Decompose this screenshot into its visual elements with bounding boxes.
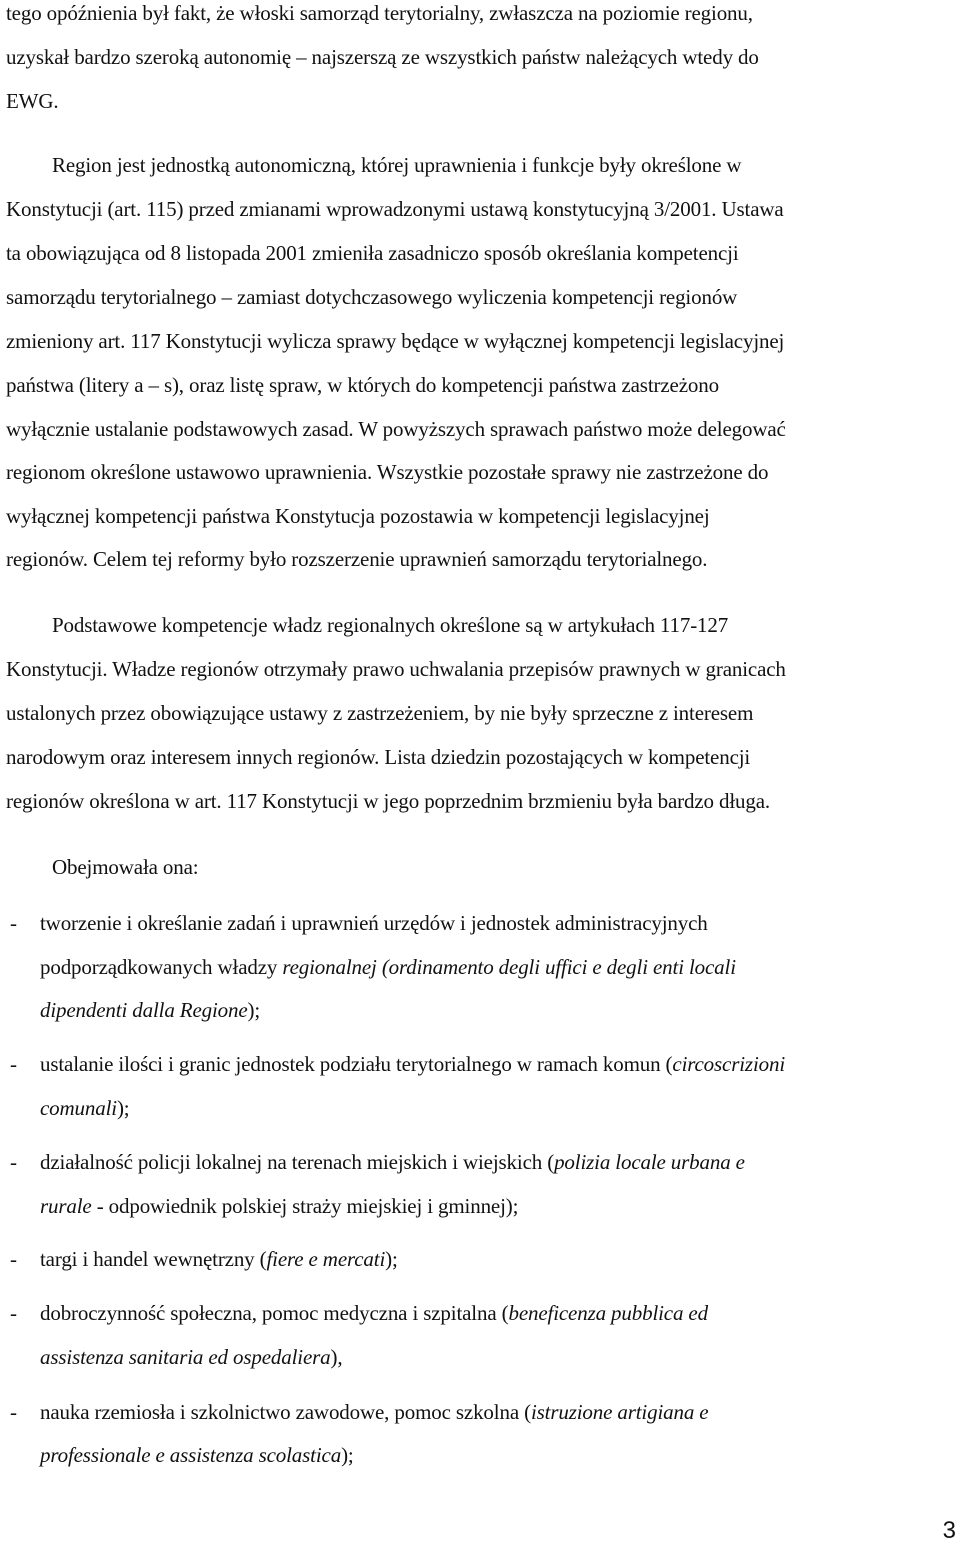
list-dash: - — [10, 1400, 17, 1424]
text-line: tworzenie i określanie zadań i uprawnień urzędów i jednostek administracyjnych — [40, 911, 708, 935]
text-line: ustalonych przez obowiązujące ustawy z zastrzeżeniem, by nie były sprzeczne z interesem — [6, 701, 754, 725]
italic-run: fiere e mercati — [266, 1247, 386, 1271]
text-run: działalność policji lokalnej na terenach miejskich i wiejskich ( — [40, 1150, 555, 1174]
text-run: ); — [385, 1247, 398, 1271]
text-run: podporządkowanych władzy — [40, 955, 283, 979]
text-run: ); — [341, 1443, 354, 1467]
text-line — [40, 1051, 960, 1077]
text-line — [40, 1193, 960, 1219]
text-line: regionów. Celem tej reformy było rozszerzenie uprawnień samorządu terytorialnego. — [6, 547, 708, 571]
text-line — [40, 997, 960, 1023]
text-run: ustalanie ilości i granic jednostek podziału terytorialnego w ramach komun ( — [40, 1052, 673, 1076]
italic-run: rurale — [40, 1194, 92, 1218]
text-run: ); — [116, 1096, 130, 1120]
page-number: 3 — [942, 1517, 956, 1544]
list-dash: - — [10, 1150, 17, 1174]
text-line: regionom określone ustawowo uprawnienia. Wszystkie pozostałe sprawy nie zastrzeżone do — [6, 460, 769, 484]
text-run: - odpowiednik polskiej straży miejskiej i gminnej); — [91, 1194, 519, 1218]
text-line: uzyskał bardzo szeroką autonomię – najszerszą ze wszystkich państw należących wtedy do — [6, 45, 759, 69]
italic-run: regionalnej (ordinamento degli uffici e degli enti locali — [282, 955, 736, 979]
text-run: dobroczynność społeczna, pomoc medyczna i szpitalna ( — [40, 1301, 509, 1325]
text-line: Podstawowe kompetencje władz regionalnych określone są w artykułach 117-127 — [52, 613, 729, 637]
text-run: nauka rzemiosła i szkolnictwo zawodowe, pomoc szkolna ( — [40, 1400, 531, 1424]
text-line: zmieniony art. 117 Konstytucji wylicza sprawy będące w wyłącznej kompetencji legislacyjnej — [6, 329, 785, 353]
italic-run: beneficenza pubblica ed — [508, 1301, 708, 1325]
list-dash: - — [10, 911, 17, 935]
text-line — [40, 1246, 960, 1272]
text-line: samorządu terytorialnego – zamiast dotychczasowego wyliczenia kompetencji regionów — [6, 285, 738, 309]
text-line: Obejmowała ona: — [52, 855, 199, 879]
text-line: ta obowiązująca od 8 listopada 2001 zmieniła zasadniczo sposób określania kompetencji — [6, 241, 739, 265]
text-line — [40, 1300, 960, 1326]
italic-run: comunali — [40, 1096, 117, 1120]
text-line: państwa (litery a – s), oraz listę spraw, w których do kompetencji państwa zastrzeżono — [6, 373, 719, 397]
text-line — [40, 1442, 960, 1468]
text-run: ); — [247, 998, 261, 1022]
italic-run: polizia locale urbana e — [554, 1150, 745, 1174]
italic-run: istruzione artigiana e — [530, 1400, 709, 1424]
list-dash: - — [10, 1052, 17, 1076]
list-dash: - — [10, 1301, 17, 1325]
text-line — [40, 954, 960, 980]
text-line: EWG. — [6, 89, 59, 113]
text-line: narodowym oraz interesem innych regionów. Lista dziedzin pozostających w kompetencji — [6, 745, 751, 769]
text-line — [40, 1095, 960, 1121]
italic-run: professionale e assistenza scolastica — [40, 1443, 342, 1467]
text-line: Konstytucji. Władze regionów otrzymały prawo uchwalania przepisów prawnych w granicach — [6, 657, 786, 681]
italic-run: dipendenti dalla Regione — [40, 998, 248, 1022]
text-line: wyłącznej kompetencji państwa Konstytucja pozostawia w kompetencji legislacyjnej — [6, 504, 710, 528]
text-line — [40, 1344, 960, 1370]
list-dash: - — [10, 1247, 17, 1271]
text-line — [40, 1149, 960, 1175]
text-line — [40, 1399, 960, 1425]
text-run: targi i handel wewnętrzny ( — [40, 1247, 267, 1271]
italic-run: assistenza sanitaria ed ospedaliera — [40, 1345, 331, 1369]
text-line: Region jest jednostką autonomiczną, której uprawnienia i funkcje były określone w — [52, 153, 742, 177]
text-line: regionów określona w art. 117 Konstytucji w jego poprzednim brzmieniu była bardzo długa. — [6, 789, 770, 813]
text-run: ), — [330, 1345, 343, 1369]
text-line: tego opóźnienia był fakt, że włoski samorząd terytorialny, zwłaszcza na poziomie regionu, — [6, 1, 753, 25]
text-line: wyłącznie ustalanie podstawowych zasad. W powyższych sprawach państwo może delegować — [6, 417, 786, 441]
italic-run: circoscrizioni — [672, 1052, 786, 1076]
text-line: Konstytucji (art. 115) przed zmianami wprowadzonymi ustawą konstytucyjną 3/2001. Ustawa — [6, 197, 784, 221]
